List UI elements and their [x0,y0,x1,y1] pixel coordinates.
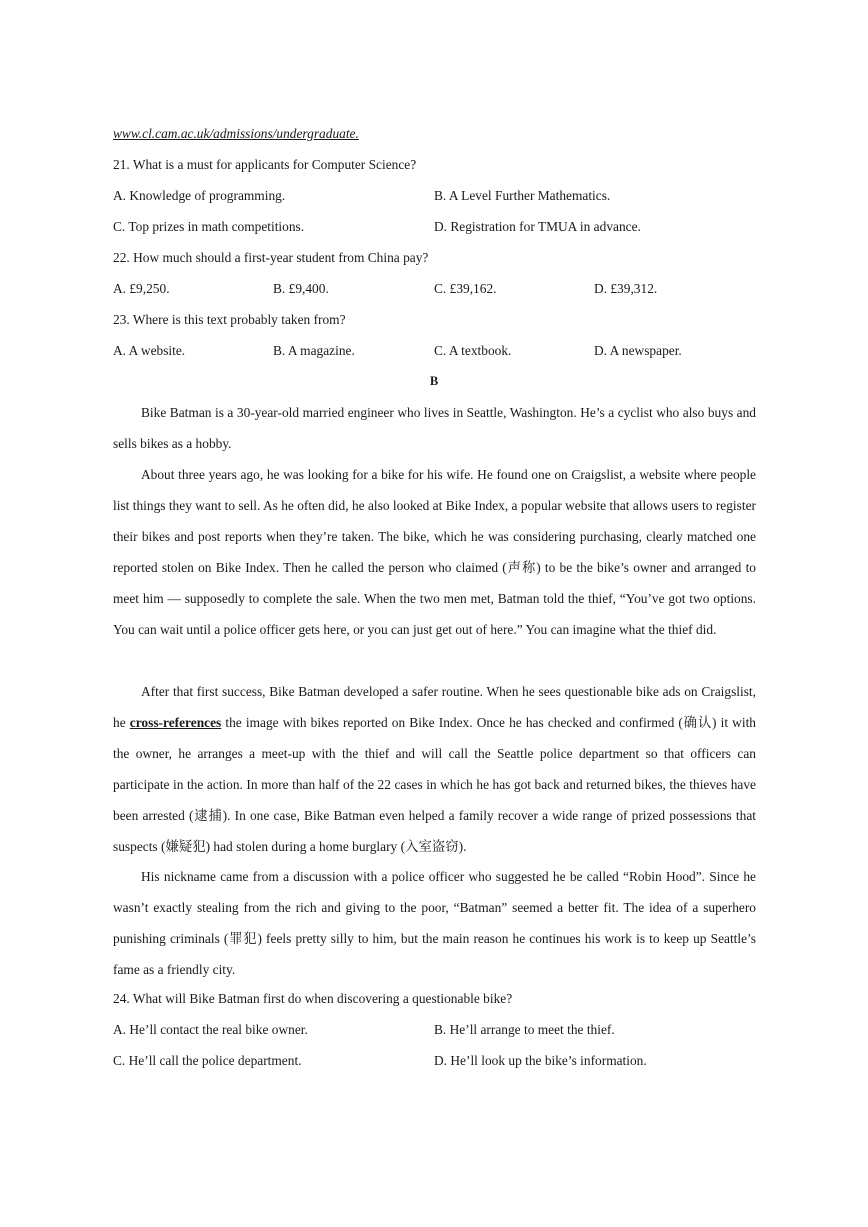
question-22-stem: 22. How much should a first-year student from China pay? [113,250,429,265]
question-21-stem: 21. What is a must for applicants for Computer Science? [113,157,417,172]
question-23-option-a: A. A website. [113,343,186,358]
passage-paragraph-1: Bike Batman is a 30-year-old married engineer who lives in Seattle, Washington. He’s a cyclist who also buys and sells bikes as a hobby. [113,405,756,451]
paragraph-3-text-end: the image with bikes reported on Bike Index. Once he has checked and confirmed (确认) it with the owner, he arranges a meet-up with the thief and will call the Seattle police department so that officers can participate in the action. In more than half of the 22 cases in which he has got back and returned bikes, the thieves have been arrested (逮捕). In one case, Bike Batman even helped a family recover a wide range of prized possessions that suspects (嫌疑犯) had stolen during a home burglary (入室盗窃). [113,715,756,854]
question-23-option-c: C. A textbook. [434,343,512,358]
question-21-option-c: C. Top prizes in math competitions. [113,219,305,234]
section-heading-b: B [429,374,439,388]
question-22-option-c: C. £39,162. [434,281,497,296]
passage-paragraph-4: His nickname came from a discussion with a police officer who suggested he be called “Robin Hood”. Since he wasn’t exactly stealing from the rich and giving to the poor, “Batman” seemed a better fit. The idea of a superhero punishing criminals (罪犯) feels pretty silly to him, but the main reason he continues his work is to keep up Seattle’s fame as a friendly city. [113,869,756,977]
question-21-option-d: D. Registration for TMUA in advance. [434,219,641,234]
question-23-stem: 23. Where is this text probably taken from? [113,312,346,327]
question-21-option-b: B. A Level Further Mathematics. [434,188,611,203]
question-24-option-d: D. He’ll look up the bike’s information. [434,1053,647,1068]
question-23-option-b: B. A magazine. [273,343,355,358]
question-24-stem: 24. What will Bike Batman first do when discovering a questionable bike? [113,991,513,1006]
admissions-url-link[interactable]: www.cl.cam.ac.uk/admissions/undergraduate. [113,126,359,141]
question-21-option-a: A. Knowledge of programming. [113,188,286,203]
question-24-option-b: B. He’ll arrange to meet the thief. [434,1022,615,1037]
question-22-option-b: B. £9,400. [273,281,329,296]
question-22-option-d: D. £39,312. [594,281,658,296]
passage-paragraph-2: About three years ago, he was looking for a bike for his wife. He found one on Craigslist, a website where people list things they want to sell. As he often did, he also looked at Bike Index, a popular website that allows users to register their bikes and post reports when they’re taken. The bike, which he was considering purchasing, clearly matched one reported stolen on Bike Index. Then he called the person who claimed (声称) to be the bike’s owner and arranged to meet him — supposedly to complete the sale. When the two men met, Batman told the thief, “You’ve got two options. You can wait until a police officer gets here, or you can just get out of here.” You can imagine what the thief did. [113,467,756,637]
question-22-option-a: A. £9,250. [113,281,170,296]
question-24-option-a: A. He’ll contact the real bike owner. [113,1022,308,1037]
paragraph-3-text-start: After that first success, Bike Batman developed a safer routine. When he sees questionable bike ads on Craigslist, he [113,684,756,730]
passage-paragraph-3 [113,676,756,862]
question-23-option-d: D. A newspaper. [594,343,682,358]
underlined-keyword: cross-references [129,715,222,730]
question-24-option-c: C. He’ll call the police department. [113,1053,302,1068]
